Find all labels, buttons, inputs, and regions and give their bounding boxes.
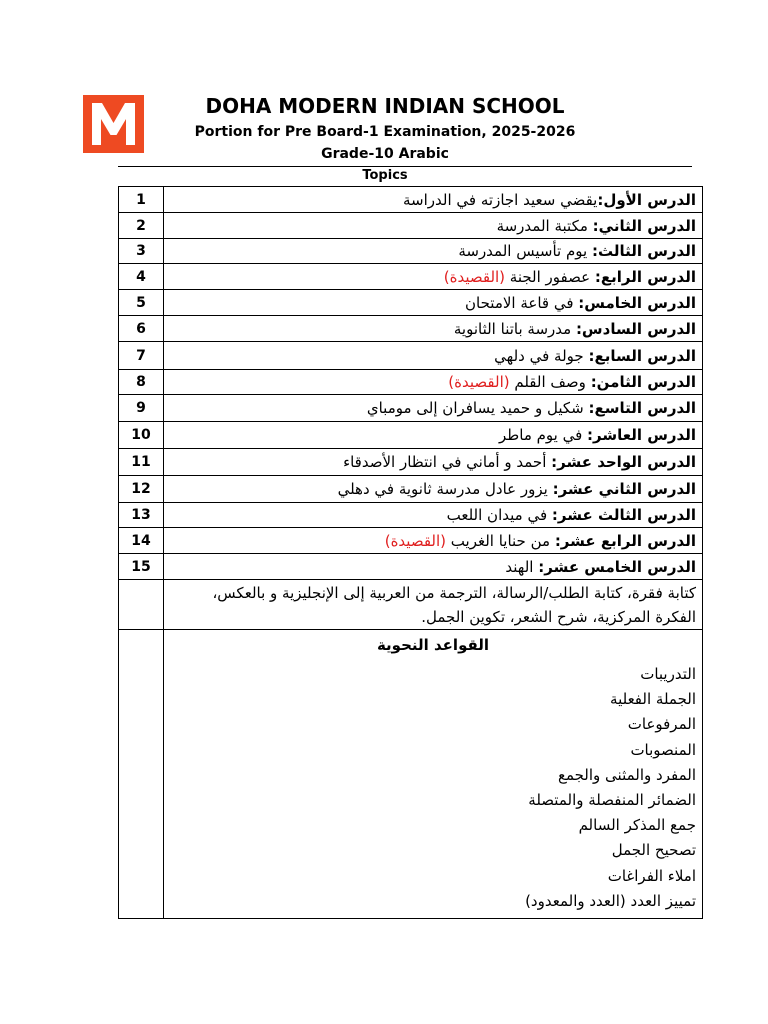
lesson-text: في يوم ماطر [499,426,588,444]
grammar-row [119,630,703,919]
lesson-row [119,264,703,290]
lesson-text: في ميدان اللعب [446,506,552,524]
lesson-text: مدرسة باتنا الثانوية [453,319,576,338]
lesson-text: في قاعة الامتحان [465,293,579,312]
lesson-row [119,239,703,264]
lesson-number: 15 [119,554,164,580]
lesson-text: يقضي سعيد اجازته في الدراسة [403,190,598,209]
lesson-title: الدرس الواحد عشر: [551,453,696,471]
lesson-number: 1 [119,187,164,213]
school-logo [83,95,144,153]
writing-skills-line: كتابة فقرة، كتابة الطلب/الرسالة، الترجمة من العربية إلى الإنجليزية و بالعكس، [212,583,696,602]
lesson-cell [164,239,703,264]
lesson-text: وصف القلم [509,373,591,391]
lesson-cell [164,187,703,213]
lesson-row [119,395,703,422]
lesson-cell [164,213,703,239]
lesson-number: 5 [119,290,164,316]
m-letter-icon [83,95,144,153]
lesson-number: 6 [119,316,164,342]
lesson-number: 7 [119,342,164,370]
lesson-cell [164,370,703,395]
grammar-item: التدريبات [640,665,696,683]
lesson-row [119,422,703,449]
lesson-row [119,503,703,528]
lesson-cell [164,503,703,528]
lesson-cell [164,316,703,342]
lesson-number: 11 [119,449,164,476]
writing-skills-row [119,580,703,630]
lesson-row [119,290,703,316]
lesson-title: الدرس التاسع: [588,399,696,417]
grammar-item: جمع المذكر السالم [578,816,696,835]
lesson-text: يوم تأسيس المدرسة [458,242,592,260]
empty-number-cell [119,630,164,919]
lesson-title: الدرس الأول: [597,190,696,209]
lesson-text: من حنايا الغريب [446,531,555,550]
writing-skills-line: الفكرة المركزية، شرح الشعر، تكوين الجمل. [421,607,696,626]
writing-skills-cell [164,580,703,630]
lesson-row [119,554,703,580]
lesson-row [119,187,703,213]
lesson-number: 9 [119,395,164,422]
lesson-text: يزور عادل مدرسة ثانوية في دهلي [337,480,553,498]
lesson-row [119,316,703,342]
topics-label: Topics [362,168,408,183]
header-divider [118,166,692,167]
grammar-item: المفرد والمثنى والجمع [557,765,696,784]
lesson-row [119,528,703,554]
lesson-number: 3 [119,239,164,264]
lesson-number: 4 [119,264,164,290]
lesson-cell [164,395,703,422]
grammar-item: تصحيح الجمل [611,841,696,860]
grammar-item: المنصوبات [630,740,696,759]
lesson-cell [164,528,703,554]
grammar-heading: القواعد النحوية [376,636,490,654]
grammar-item: املاء الفراغات [607,866,696,885]
lesson-title: الدرس الثاني: [592,216,696,235]
grammar-cell [164,630,703,919]
lesson-number: 13 [119,503,164,528]
lesson-cell [164,422,703,449]
lesson-cell [164,476,703,503]
lesson-title: الدرس العاشر: [587,426,696,444]
lesson-title: الدرس الخامس عشر: [538,557,696,576]
lesson-row [119,449,703,476]
grammar-item: المرفوعات [627,715,696,734]
grammar-item: تمييز العدد (العدد والمعدود) [525,891,696,910]
lesson-row [119,342,703,370]
lesson-text: شكيل و حميد يسافران إلى مومباي [366,399,589,417]
lesson-cell [164,449,703,476]
lesson-title: الدرس الرابع: [594,267,696,286]
lesson-row [119,476,703,503]
grade-line: Grade-10 Arabic [321,146,449,162]
lesson-number: 12 [119,476,164,503]
exam-portion-line: Portion for Pre Board-1 Examination, 2025-2026 [194,124,576,140]
topics-table [118,186,703,919]
lesson-title: الدرس السادس: [575,319,696,338]
lesson-number: 2 [119,213,164,239]
lesson-text: أحمد و أماني في انتظار الأصدقاء [343,453,552,471]
lesson-cell [164,342,703,370]
lesson-row [119,213,703,239]
lesson-title: الدرس الثالث عشر: [551,506,696,524]
empty-number-cell [119,580,164,630]
grammar-item: الضمائر المنفصلة والمتصلة [528,790,696,809]
lesson-number: 8 [119,370,164,395]
grammar-item: الجملة الفعلية [610,690,696,709]
lesson-title: الدرس الخامس: [578,293,696,312]
lesson-text: مكتبة المدرسة [496,216,593,235]
lesson-title: الدرس الثاني عشر: [552,480,696,498]
poem-tag: (القصيدة) [443,267,506,286]
lesson-title: الدرس السابع: [588,346,696,365]
lesson-cell [164,554,703,580]
poem-tag: (القصيدة) [448,373,510,391]
lesson-title: الدرس الثامن: [590,373,696,391]
lesson-number: 10 [119,422,164,449]
lesson-text: جولة في دلهي [494,346,589,365]
lesson-text: الهند [505,557,539,576]
lesson-title: الدرس الرابع عشر: [554,531,696,550]
lesson-number: 14 [119,528,164,554]
lesson-cell [164,290,703,316]
lesson-cell [164,264,703,290]
lesson-title: الدرس الثالث: [591,242,696,260]
school-name: DOHA MODERN INDIAN SCHOOL [205,94,565,118]
lesson-row [119,370,703,395]
poem-tag: (القصيدة) [384,531,447,550]
lesson-text: عصفور الجنة [505,267,595,286]
